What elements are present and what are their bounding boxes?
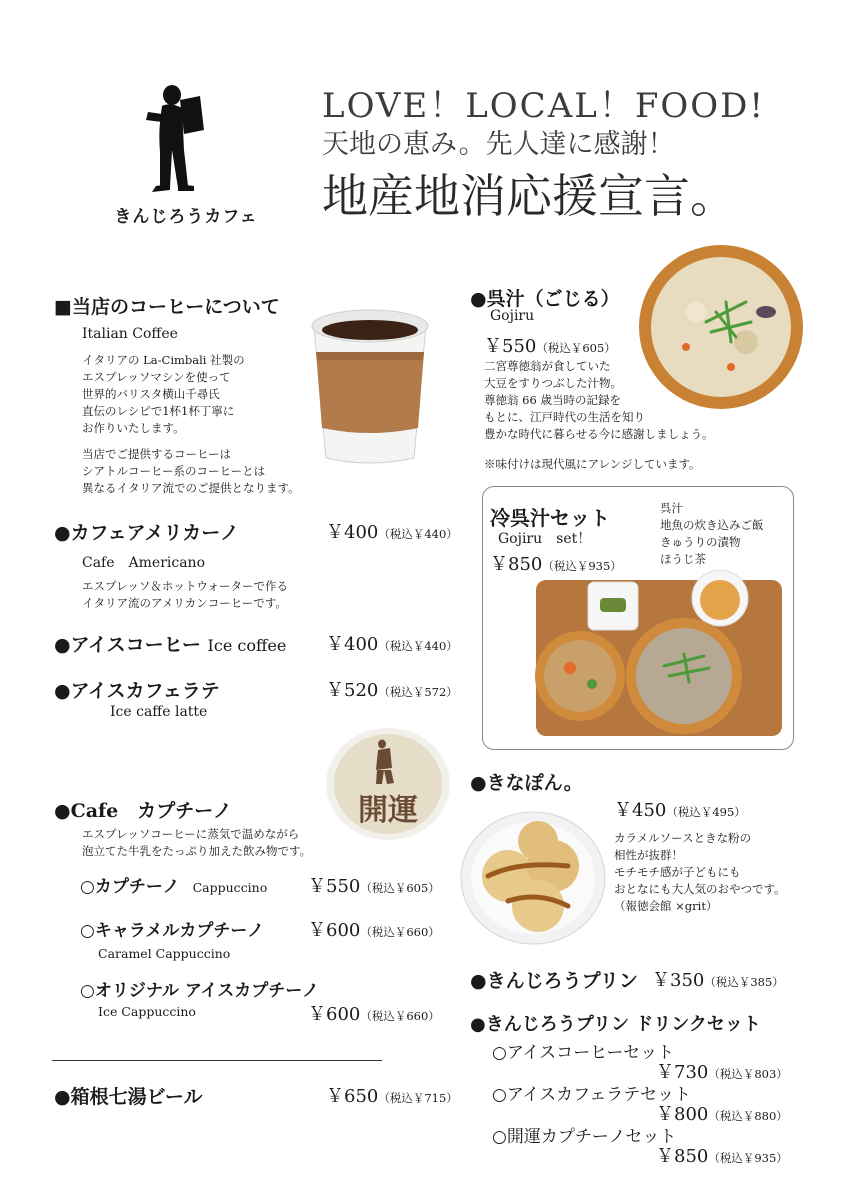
pudding-name: ●きんじろうプリン — [470, 970, 638, 992]
pudding-set-name: ●きんじろうプリン ドリンクセット — [470, 1014, 761, 1035]
ice-coffee-price-value: ￥400 — [326, 634, 379, 655]
americano-en: Cafe Americano — [82, 555, 205, 571]
americano-tax: （税込￥440） — [378, 527, 458, 541]
brand-name: きんじろうカフェ — [114, 207, 258, 227]
cold-set-name: 冷呉汁セット — [490, 506, 610, 530]
coffee-about-desc1: イタリアの La-Cimbali 社製の エスプレッソマシンを使って 世界的バリスタ横山千尋氏 直伝のレシピで1杯1杯丁寧に お作りいたします。 — [82, 353, 245, 435]
ice-latte-tax: （税込￥572） — [378, 685, 458, 699]
gojiru-bowl-image — [636, 242, 806, 412]
cold-set-content-item: ほうじ茶 — [660, 552, 706, 566]
ice-cappuccino-tax: （税込￥660） — [360, 1009, 440, 1023]
beer-price-value: ￥650 — [326, 1086, 379, 1107]
coffee-about-desc2: 当店でご提供するコーヒーは シアトルコーヒー系のコーヒーとは 異なるイタリア流でのご提供となります。 — [82, 447, 300, 495]
ice-coffee-tax: （税込￥440） — [378, 639, 458, 653]
ice-coffee-price — [326, 630, 458, 656]
pudding-set-item-tax: （税込￥935） — [708, 1151, 788, 1165]
cappuccino-heading: ●Cafe カプチーノ — [54, 800, 232, 822]
cold-set-content-item: きゅうりの漬物 — [660, 535, 741, 549]
caramel-cappuccino-price-value: ￥600 — [308, 920, 361, 941]
ice-latte-price-value: ￥520 — [326, 680, 379, 701]
divider — [52, 1060, 382, 1061]
ice-cappuccino-en: Ice Cappuccino — [98, 1004, 196, 1019]
logo — [100, 80, 270, 230]
cold-set-contents — [660, 500, 764, 568]
kinapon-image — [458, 806, 608, 946]
pudding-set-item-tax: （税込￥803） — [708, 1067, 788, 1081]
pudding-set-item-name: ○アイスコーヒーセット — [492, 1043, 675, 1063]
slogan-jp: 天地の恵み。先人達に感謝！ — [322, 129, 675, 160]
kinapon-name: ●きなぽん。 — [470, 772, 583, 794]
caramel-cappuccino-name: ○キャラメルカプチーノ — [80, 921, 264, 941]
pudding-set-item-tax: （税込￥880） — [708, 1109, 788, 1123]
pudding-set-item-price-value: ￥850 — [656, 1146, 709, 1167]
pudding-price-value: ￥350 — [652, 970, 705, 991]
coffee-cup-image — [300, 300, 440, 470]
americano-name: ●カフェアメリカーノ — [54, 522, 239, 544]
cappuccino-price — [308, 872, 440, 898]
cappuccino-item — [80, 872, 267, 897]
pudding-price — [652, 966, 784, 992]
gojiru-name: ●呉汁（ごじる） — [470, 288, 620, 310]
gojiru-price-value: ￥550 — [484, 336, 537, 357]
americano-price-value: ￥400 — [326, 522, 379, 543]
cold-set-tax: （税込￥935） — [542, 559, 622, 573]
beer-price — [326, 1082, 458, 1108]
ice-coffee-row — [54, 630, 286, 657]
kinapon-price — [614, 796, 746, 822]
cappuccino-item-en: Cappuccino — [192, 880, 268, 895]
ice-cappuccino-price-value: ￥600 — [308, 1004, 361, 1025]
coffee-about-en: Italian Coffee — [82, 326, 178, 342]
gojiru-tax: （税込￥605） — [536, 341, 616, 355]
ice-latte-name: ●アイスカフェラテ — [54, 680, 220, 702]
gojiru-en: Gojiru — [490, 308, 535, 324]
pudding-set-item-name: ○アイスカフェラテセット — [492, 1085, 691, 1105]
gojiru-price — [484, 332, 616, 358]
ice-cappuccino-price — [308, 1000, 440, 1026]
cold-set-price-value: ￥850 — [490, 554, 543, 575]
ice-coffee-en: Ice coffee — [207, 636, 287, 655]
latte-art-text: 開運 — [358, 793, 418, 828]
pudding-set-item-price-value: ￥730 — [656, 1062, 709, 1083]
cold-set-en: Gojiru set！ — [498, 531, 592, 547]
pudding-set-item-price-value: ￥800 — [656, 1104, 709, 1125]
ninomiya-kinjiro-silhouette-icon — [100, 80, 270, 200]
latte-art-image — [324, 724, 452, 842]
ice-coffee-name: ●アイスコーヒー — [54, 634, 201, 656]
cappuccino-item-name: ○カプチーノ — [80, 877, 180, 897]
gojiru-note: ※味付けは現代風にアレンジしています。 — [484, 457, 701, 471]
cappuccino-desc: エスプレッソコーヒーに蒸気で温めながら 泡立てた牛乳をたっぷり加えた飲み物です。 — [82, 827, 312, 858]
americano-price — [326, 518, 458, 544]
cappuccino-price-value: ￥550 — [308, 876, 361, 897]
pudding-set-item-name: ○開運カプチーノセット — [492, 1127, 677, 1147]
cappuccino-tax: （税込￥605） — [360, 881, 440, 895]
cold-set-tray-image — [534, 570, 784, 740]
ice-latte-en: Ice caffe latte — [110, 704, 208, 720]
ice-latte-price — [326, 676, 458, 702]
cold-set-content-item: 地魚の炊き込みご飯 — [660, 518, 764, 532]
caramel-cappuccino-tax: （税込￥660） — [360, 925, 440, 939]
beer-name: ●箱根七湯ビール — [54, 1086, 203, 1108]
declaration: 地産地消応援宣言。 — [322, 169, 736, 223]
caramel-cappuccino-en: Caramel Cappuccino — [98, 946, 231, 961]
caramel-cappuccino-price — [308, 916, 440, 942]
americano-desc: エスプレッソ＆ホットウォーターで作る イタリア流のアメリカンコーヒーです。 — [82, 579, 288, 610]
pudding-tax: （税込￥385） — [704, 975, 784, 989]
beer-tax: （税込￥715） — [378, 1091, 458, 1105]
pudding-set-item-price — [656, 1142, 788, 1168]
slogan-en: LOVE！LOCAL！FOOD! — [322, 86, 766, 126]
kinapon-price-value: ￥450 — [614, 800, 667, 821]
ice-cappuccino-name: ○オリジナル アイスカプチーノ — [80, 981, 319, 1001]
kinapon-desc: カラメルソースときな粉の 相性が抜群！ モチモチ感が子どもにも おとなにも大人気のおやつです。 （報徳会館 ×grit） — [614, 831, 786, 913]
gojiru-desc: 二宮尊徳翁が食していた 大豆をすりつぶした汁物。 尊徳翁 66 歳当時の記録を もとに、江戸時代の生活を知り 豊かな時代に暮らせる今に感謝しましょう。 — [484, 359, 714, 441]
cold-set-content-item: 呉汁 — [660, 501, 683, 515]
coffee-about-heading: ■当店のコーヒーについて — [54, 296, 280, 318]
kinapon-tax: （税込￥495） — [666, 805, 746, 819]
